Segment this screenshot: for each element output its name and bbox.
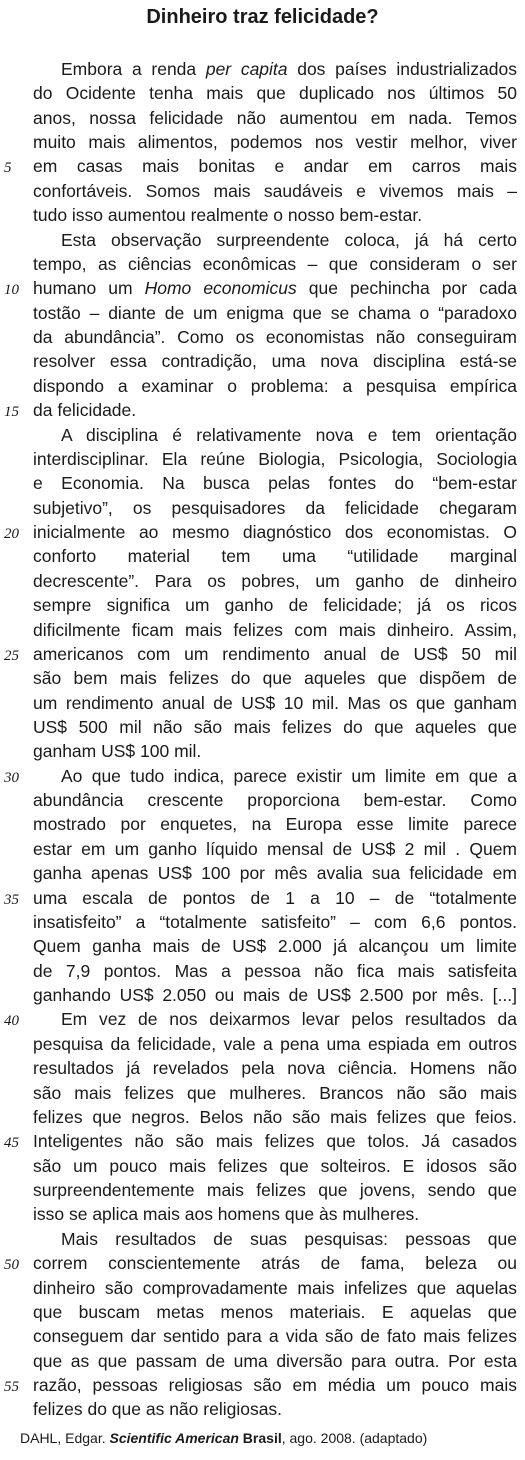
text-line: dinheiro são comprovadamente mais infelizes que aquelas (33, 1277, 517, 1298)
text-line: tempo, as ciências econômicas – que consideram o ser (33, 253, 517, 274)
text-line: anos, nossa felicidade não aumentou em nada. Temos (33, 107, 517, 128)
text-line: sempre significa um ganho de felicidade; já os ricos (33, 595, 517, 616)
text-line: são bem mais felizes do que aqueles que dispõem de (33, 668, 517, 689)
text-line: uma escala de pontos de 1 a 10 – de “totalmente (33, 887, 517, 908)
text-line: conforto material tem uma “utilidade marginal (33, 546, 517, 567)
article-title: Dinheiro traz felicidade? (146, 6, 379, 28)
line-text: Embora a renda (61, 59, 206, 79)
line-number: 35 (4, 891, 19, 908)
text-line: inicialmente ao mesmo diagnóstico dos economistas. O (33, 522, 517, 543)
line-number: 55 (4, 1378, 19, 1395)
text-line (33, 276, 517, 300)
text-line: resultados já revelados pela nova ciência. Homens não (33, 1058, 517, 1079)
line-number: 15 (4, 404, 19, 421)
line-number: 45 (4, 1135, 19, 1152)
text-line: do Ocidente tenha mais que duplicado nos últimos 50 (33, 83, 517, 104)
text-line: são um pouco mais felizes que solteiros. E idosos são (33, 1155, 517, 1176)
text-line: dificilmente ficam mais felizes com mais dinheiro. Assim, (33, 619, 517, 640)
line-number: 30 (4, 769, 19, 786)
text-line: interdisciplinar. Ela reúne Biologia, Psicologia, Sociologia (33, 448, 517, 469)
text-line: de 7,9 pontos. Mas a pessoa não fica mais satisfeita (33, 960, 517, 981)
citation-rest: , ago. 2008. (adaptado) (281, 1430, 428, 1446)
citation-source-2: Brasil (238, 1430, 282, 1446)
text-line: correm conscientemente atrás de fama, beleza ou (33, 1253, 517, 1274)
text-line: Quem ganha mais de US$ 2.000 já alcançou um limite (33, 936, 517, 957)
text-line: muito mais alimentos, podemos nos vestir melhor, viver (33, 132, 517, 153)
text-line: ganha apenas US$ 100 por mês avalia sua felicidade em (33, 863, 517, 884)
text-line: dispondo a examinar o problema: a pesquisa empírica (33, 375, 517, 396)
text-line: que as que passam de uma diversão para outra. Por esta (33, 1350, 517, 1371)
text-line: um rendimento anual de US$ 10 mil. Mas os que ganham (33, 692, 517, 713)
text-line: ganham US$ 100 mil. (33, 741, 202, 762)
text-line: e Economia. Na busca pelas fontes do “bem-estar (33, 473, 517, 494)
line-number: 10 (4, 282, 19, 299)
text-line: felizes do que as não religiosas. (33, 1399, 283, 1420)
text-line: Mais resultados de suas pesquisas: pessoas que (61, 1228, 517, 1249)
text-line: abundância crescente proporciona bem-estar. Como (33, 790, 517, 811)
text-line: americanos com um rendimento anual de US$ 50 mil (33, 643, 517, 664)
text-line: estar em um ganho líquido mensal de US$ 2 mil . Quem (33, 838, 517, 859)
text-line: A disciplina é relativamente nova e tem orientação (61, 424, 517, 445)
line-number: 50 (4, 1257, 19, 1274)
text-line: isso se aplica mais aos homens que às mulheres. (33, 1204, 420, 1225)
text-line: da felicidade. (33, 400, 137, 421)
text-line: mostrado por enquetes, na Europa esse limite parece (33, 814, 517, 835)
text-line: felizes que negros. Belos não são mais felizes que feios. (33, 1106, 517, 1127)
text-line: tudo isso aumentou realmente o nosso bem-estar. (33, 205, 423, 226)
text-line: decrescente”. Para os pobres, um ganho de dinheiro (33, 570, 517, 591)
text-line: que buscam metas menos materiais. E aquelas que (33, 1301, 517, 1322)
citation (20, 1428, 520, 1448)
line-text: dos países industrializados (287, 59, 517, 79)
text-line: insatisfeito” a “totalmente satisfeito” – com 6,6 pontos. (33, 911, 517, 932)
text-line: Ao que tudo indica, parece existir um limite em que a (61, 765, 517, 786)
text-line: Em vez de nos deixarmos levar pelos resultados da (61, 1009, 517, 1030)
citation-author: DAHL, Edgar. (20, 1430, 110, 1446)
line-text: humano um (33, 278, 145, 299)
text-line: confortáveis. Somos mais saudáveis e vivemos mais – (33, 180, 517, 201)
text-line: razão, pessoas religiosas são em média um pouco mais (33, 1374, 517, 1395)
emphasis-text: Homo economicus (144, 278, 297, 299)
text-line: em casas mais bonitas e andar em carros mais (33, 156, 517, 177)
line-number: 20 (4, 526, 19, 543)
text-line: Inteligentes não são mais felizes que tolos. Já casados (33, 1131, 517, 1152)
text-line: são mais felizes que mulheres. Brancos não são mais (33, 1082, 517, 1103)
text-line: ganhando US$ 2.050 ou mais de US$ 2.500 por mês. [...] (33, 985, 517, 1006)
text-line: pesquisa da felicidade, vale a pena uma espiada em outros (33, 1033, 517, 1054)
text-line: tostão – diante de um enigma que se chama o “paradoxo (33, 302, 517, 323)
text-line: conseguem dar sentido para a vida são de fato mais felizes (33, 1326, 517, 1347)
line-number: 5 (4, 160, 12, 177)
text-line (33, 57, 517, 81)
text-line: resolver essa contradição, uma nova disciplina está-se (33, 351, 517, 372)
text-line: surpreendentemente mais felizes que jovens, sendo que (33, 1180, 517, 1201)
text-line: Esta observação surpreendente coloca, já há certo (61, 229, 517, 250)
line-number: 40 (4, 1013, 19, 1030)
text-line: da abundância”. Como os economistas não conseguiram (33, 327, 517, 348)
emphasis-text: per capita (205, 59, 288, 79)
line-text: que pechincha por cada (296, 278, 518, 299)
text-line: subjetivo”, os pesquisadores da felicidade chegaram (33, 497, 517, 518)
line-number: 25 (4, 647, 19, 664)
citation-source: Scientific American (109, 1430, 239, 1446)
text-line: US$ 500 mil não são mais felizes do que aqueles que (33, 716, 517, 737)
